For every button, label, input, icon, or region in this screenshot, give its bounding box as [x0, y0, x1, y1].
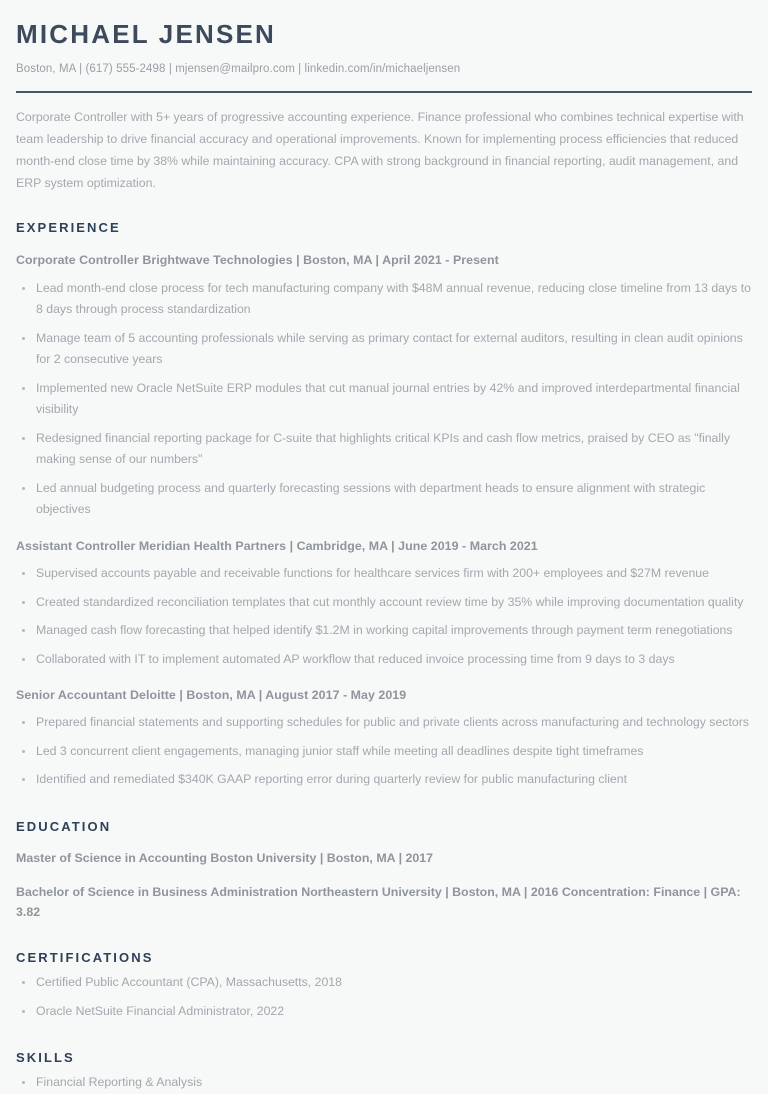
list-item: Managed cash flow forecasting that helped identify $1.2M in working capital improvements through payment term renegotiations	[16, 620, 752, 642]
experience-entry	[16, 686, 752, 791]
list-item: Supervised accounts payable and receivable functions for healthcare services firm with 200+ employees and $27M revenue	[16, 563, 752, 585]
job-bullets	[16, 278, 752, 521]
list-item: Led annual budgeting process and quarterly forecasting sessions with department heads to ensure alignment with strategic objectives	[16, 478, 752, 521]
header-divider	[16, 91, 752, 93]
list-item: Manage team of 5 accounting professionals while serving as primary contact for external auditors, resulting in clean audit opinions for 2 consecutive years	[16, 328, 752, 371]
section-heading-certifications: CERTIFICATIONS	[16, 950, 154, 966]
contact-line: Boston, MA | (617) 555-2498 | mjensen@mailpro.com | linkedin.com/in/michaeljensen	[16, 62, 461, 75]
section-heading-education: EDUCATION	[16, 818, 112, 834]
skills-list	[16, 1072, 752, 1094]
professional-summary: Corporate Controller with 5+ years of progressive accounting experience. Finance professional who combines technical expertise with team leadership to drive financial accuracy and operational improvements. Known for implementing process efficiencies that reduced month-end close time by 38% while maintaining accuracy. CPA with strong background in financial reporting, audit management, and ERP system optimization.	[16, 109, 744, 190]
list-item: Identified and remediated $340K GAAP reporting error during quarterly review for public manufacturing client	[16, 769, 752, 791]
page-title: MICHAEL JENSEN	[16, 19, 277, 49]
list-item: Collaborated with IT to implement automated AP workflow that reduced invoice processing time from 9 days to 3 days	[16, 649, 752, 671]
experience-entry	[16, 537, 752, 670]
resume-document	[0, 20, 768, 1094]
list-item: Implemented new Oracle NetSuite ERP modules that cut manual journal entries by 42% and improved interdepartmental financial visibility	[16, 378, 752, 421]
job-heading: Assistant Controller Meridian Health Partners | Cambridge, MA | June 2019 - March 2021	[16, 538, 538, 553]
education-entry: Bachelor of Science in Business Administration Northeastern University | Boston, MA | 2016 Concentration: Finance | GPA: 3.82	[16, 884, 741, 919]
job-heading: Corporate Controller Brightwave Technologies | Boston, MA | April 2021 - Present	[16, 253, 499, 268]
education-entry: Master of Science in Accounting Boston University | Boston, MA | 2017	[16, 850, 434, 865]
section-heading-experience: EXPERIENCE	[16, 220, 121, 236]
list-item: Certified Public Accountant (CPA), Massachusetts, 2018	[16, 972, 752, 994]
list-item: Redesigned financial reporting package for C-suite that highlights critical KPIs and cash flow metrics, praised by CEO as "finally making sense of our numbers"	[16, 428, 752, 471]
job-bullets	[16, 712, 752, 791]
list-item: Led 3 concurrent client engagements, managing junior staff while meeting all deadlines despite tight timeframes	[16, 741, 752, 763]
job-heading: Senior Accountant Deloitte | Boston, MA | August 2017 - May 2019	[16, 688, 407, 703]
list-item: Financial Reporting & Analysis	[16, 1072, 752, 1094]
list-item: Prepared financial statements and supporting schedules for public and private clients across manufacturing and technology sectors	[16, 712, 752, 734]
section-heading-skills: SKILLS	[16, 1050, 75, 1066]
list-item: Oracle NetSuite Financial Administrator, 2022	[16, 1001, 752, 1023]
experience-entry	[16, 251, 752, 520]
certifications-list	[16, 972, 752, 1022]
list-item: Lead month-end close process for tech manufacturing company with $48M annual revenue, reducing close timeline from 13 days to 8 days through process standardization	[16, 278, 752, 321]
list-item: Created standardized reconciliation templates that cut monthly account review time by 35% while improving documentation quality	[16, 592, 752, 614]
job-bullets	[16, 563, 752, 670]
